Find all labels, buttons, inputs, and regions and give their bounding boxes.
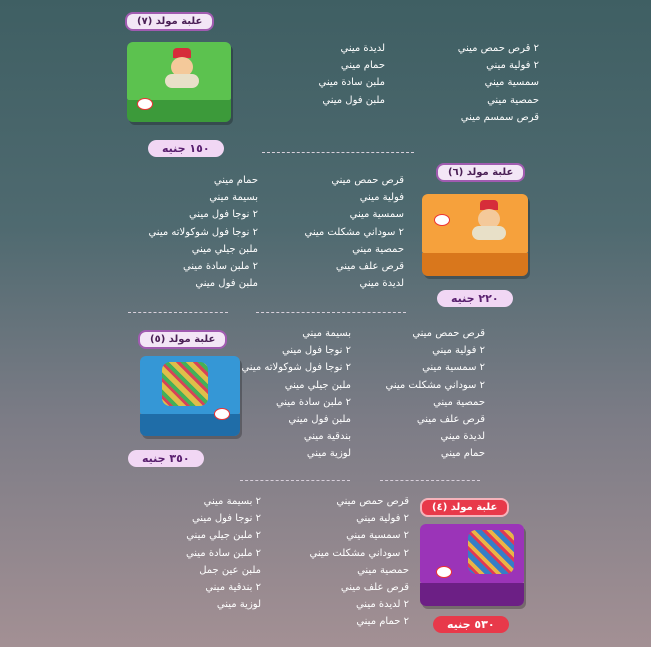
- list-item: حمام ميني: [440, 448, 485, 460]
- list-item: ملبن فول ميني: [322, 94, 385, 106]
- items-left-6: [118, 172, 258, 292]
- list-item: لديدة ميني: [440, 431, 485, 443]
- mascot-icon: [472, 200, 506, 240]
- list-item: لوزية ميني: [216, 599, 261, 611]
- list-item: قرص حمص ميني: [336, 496, 409, 507]
- price-5: ٣٥٠ جنيه: [128, 450, 204, 467]
- list-item: قرص علف ميني: [416, 413, 485, 425]
- list-item: ملبن عين جمل: [199, 564, 261, 576]
- price-6: ٢٢٠ جنيه: [437, 290, 513, 307]
- price-7: ١٥٠ جنيه: [148, 140, 224, 157]
- items-left-4: [121, 493, 261, 613]
- list-item: بسيمة ميني: [302, 328, 351, 339]
- list-item: ٢ فولية ميني: [432, 345, 485, 357]
- list-item: ٢ ملبن جيلي ميني: [186, 530, 261, 542]
- items-right-5: [355, 325, 485, 463]
- list-item: ملبن جيلي ميني: [191, 243, 258, 255]
- box-image-4: [420, 524, 524, 606]
- box-title-6: علبة مولد (٦): [436, 163, 525, 182]
- list-item: ٢ بندقية ميني: [205, 581, 261, 593]
- items-left-5: [221, 325, 351, 463]
- list-item: ملبن جيلي ميني: [284, 379, 351, 391]
- list-item: لديدة ميني: [340, 43, 385, 54]
- divider: [262, 152, 414, 153]
- list-item: سمسية ميني: [484, 77, 539, 89]
- box-title-5: علبة مولد (٥): [138, 330, 227, 349]
- divider: [256, 312, 406, 313]
- list-item: ٢ سوداني مشكلت ميني: [304, 226, 404, 238]
- list-item: حمصية ميني: [357, 564, 409, 576]
- items-right-6: [264, 172, 404, 292]
- price-4: ٥٣٠ جنيه: [433, 616, 509, 633]
- list-item: ٢ سوداني مشكلت ميني: [309, 547, 409, 559]
- list-item: ٢ بسيمة ميني: [203, 496, 261, 507]
- list-item: بندقية ميني: [303, 431, 351, 443]
- items-right-7: [399, 40, 539, 126]
- box-image-7: [127, 42, 231, 122]
- box-title-7: علبة مولد (٧): [125, 12, 214, 31]
- list-item: ملبن سادة ميني: [318, 77, 385, 89]
- list-item: ٢ نوجا فول شوكولاته ميني: [241, 362, 351, 374]
- list-item: ٢ نوجا فول ميني: [191, 513, 261, 525]
- divider: [240, 480, 350, 481]
- decor-pattern: [468, 530, 514, 574]
- list-item: حمام ميني: [213, 175, 258, 186]
- box-image-6: [422, 194, 528, 276]
- items-left-7: [245, 40, 385, 109]
- box-title-4: علبة مولد (٤): [420, 498, 509, 517]
- mascot-icon: [165, 48, 199, 88]
- list-item: ٢ لديدة ميني: [355, 599, 409, 611]
- list-item: ٢ سمسية ميني: [422, 362, 485, 374]
- list-item: قرص علف ميني: [335, 260, 404, 272]
- list-item: ملبن فول ميني: [195, 278, 258, 290]
- list-item: لوزية ميني: [306, 448, 351, 460]
- list-item: ٢ سوداني مشكلت ميني: [385, 379, 485, 391]
- decor-pattern: [162, 362, 208, 406]
- list-item: ٢ ملبن سادة ميني: [275, 396, 351, 408]
- list-item: بسيمة ميني: [209, 192, 258, 204]
- list-item: ملبن فول ميني: [288, 413, 351, 425]
- list-item: ٢ فولية ميني: [356, 513, 409, 525]
- list-item: ٢ فولية ميني: [486, 60, 539, 72]
- list-item: حمام ميني: [340, 60, 385, 72]
- list-item: حمصية ميني: [487, 94, 539, 106]
- list-item: لديدة ميني: [359, 278, 404, 290]
- list-item: قرص سمسم ميني: [460, 111, 539, 123]
- list-item: ٢ سمسية ميني: [346, 530, 409, 542]
- list-item: ٢ ملبن سادة ميني: [182, 260, 258, 272]
- list-item: ٢ نوجا فول شوكولاته ميني: [148, 226, 258, 238]
- list-item: فولية ميني: [359, 192, 404, 204]
- list-item: ٢ حمام ميني: [356, 616, 409, 628]
- list-item: ٢ نوجا فول ميني: [281, 345, 351, 357]
- list-item: ٢ نوجا فول ميني: [188, 209, 258, 221]
- divider: [128, 312, 228, 313]
- divider: [380, 480, 480, 481]
- list-item: ٢ قرص حمص ميني: [457, 43, 539, 54]
- list-item: حمصية ميني: [433, 396, 485, 408]
- list-item: قرص حمص ميني: [412, 328, 485, 339]
- list-item: سمسية ميني: [349, 209, 404, 221]
- list-item: قرص حمص ميني: [331, 175, 404, 186]
- items-right-4: [269, 493, 409, 631]
- list-item: قرص علف ميني: [340, 581, 409, 593]
- list-item: حمصية ميني: [352, 243, 404, 255]
- list-item: ٢ ملبن سادة ميني: [185, 547, 261, 559]
